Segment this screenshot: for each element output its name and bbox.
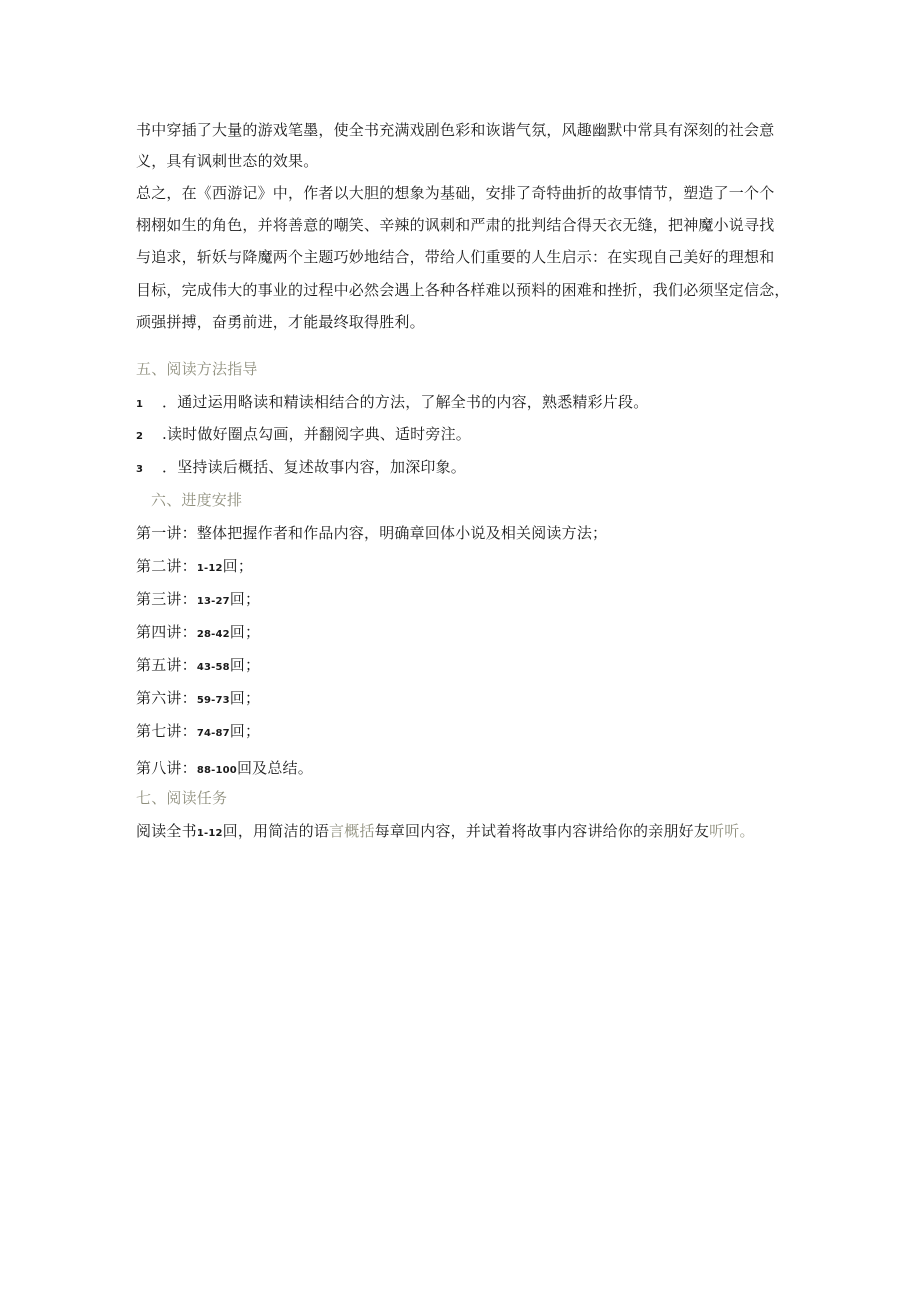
intro-line: 与追求，斩妖与降魔两个主题巧妙地结合，带给人们重要的人生启示：在实现自己美好的理想和: [136, 248, 775, 266]
lecture-item: [136, 758, 313, 781]
lecture-text: 回；: [229, 656, 261, 674]
lecture-label: 第三讲：: [136, 590, 197, 608]
task-part: 阅读全书: [136, 822, 197, 840]
lecture-item: [136, 622, 260, 645]
task-text: [136, 821, 755, 844]
lecture-label: 第一讲：: [136, 524, 197, 542]
lecture-item: [136, 655, 260, 678]
lecture-range: 74-87: [196, 728, 230, 739]
lecture-label: 第二讲：: [136, 557, 197, 575]
list-text: .读时做好圈点勾画，并翻阅字典、适时旁注。: [162, 425, 471, 443]
list-item: [136, 392, 648, 415]
section-heading: 七、阅读任务: [136, 789, 228, 807]
lecture-label: 第七讲：: [136, 722, 197, 740]
lecture-item: [136, 523, 607, 543]
lecture-text: 整体把握作者和作品内容，明确章回体小说及相关阅读方法；: [196, 524, 608, 542]
lecture-label: 第五讲：: [136, 656, 197, 674]
lecture-text: 回及总结。: [236, 759, 313, 777]
intro-line: 总之，在《西游记》中，作者以大胆的想象为基础，安排了奇特曲折的故事情节，塑造了一个个: [136, 184, 775, 202]
task-part-muted: 听听。: [709, 822, 755, 840]
lecture-item: [136, 589, 260, 612]
list-item: [136, 457, 466, 480]
lecture-text: 回；: [222, 557, 254, 575]
lecture-text: 回；: [229, 689, 261, 707]
lecture-text: 回；: [229, 590, 261, 608]
lecture-label: 第四讲：: [136, 623, 197, 641]
lecture-range: 1-12: [196, 563, 223, 574]
task-part: 每章回内容，并试着将故事内容讲给你的亲朋好友: [374, 822, 710, 840]
lecture-range: 88-100: [196, 765, 237, 776]
list-text: ．坚持读后概括、复述故事内容，加深印象。: [162, 458, 467, 476]
lecture-item: [136, 556, 253, 579]
section-heading: 六、进度安排: [151, 491, 243, 509]
list-number: 2: [136, 431, 144, 442]
task-range: 1-12: [196, 828, 223, 839]
lecture-range: 13-27: [196, 596, 230, 607]
intro-line: 顽强拼搏，奋勇前进，才能最终取得胜利。: [136, 313, 425, 331]
task-part: 回，用简洁的语: [222, 822, 330, 840]
lecture-range: 28-42: [196, 629, 230, 640]
intro-line: 栩栩如生的角色，并将善意的嘲笑、辛辣的讽刺和严肃的批判结合得天衣无缝，把神魔小说寻找: [136, 216, 775, 234]
lecture-item: [136, 688, 260, 711]
list-item: [136, 424, 471, 447]
list-number: 3: [136, 464, 144, 475]
lecture-range: 43-58: [196, 662, 230, 673]
lecture-text: 回；: [229, 722, 261, 740]
lecture-item: [136, 721, 260, 744]
lecture-label: 第八讲：: [136, 759, 197, 777]
task-part-muted: 言概括: [329, 822, 375, 840]
list-text: ．通过运用略读和精读相结合的方法，了解全书的内容，熟悉精彩片段。: [162, 393, 649, 411]
section-heading: 五、阅读方法指导: [136, 360, 258, 378]
intro-line: 书中穿插了大量的游戏笔墨，使全书充满戏剧色彩和诙谐气氛，风趣幽默中常具有深刻的社会意: [136, 121, 775, 139]
lecture-text: 回；: [229, 623, 261, 641]
intro-line: 目标，完成伟大的事业的过程中必然会遇上各种各样难以预料的困难和挫折，我们必须坚定信念，: [136, 281, 790, 299]
intro-line: 义，具有讽刺世态的效果。: [136, 152, 319, 170]
list-number: 1: [136, 399, 144, 410]
lecture-range: 59-73: [196, 695, 230, 706]
lecture-label: 第六讲：: [136, 689, 197, 707]
